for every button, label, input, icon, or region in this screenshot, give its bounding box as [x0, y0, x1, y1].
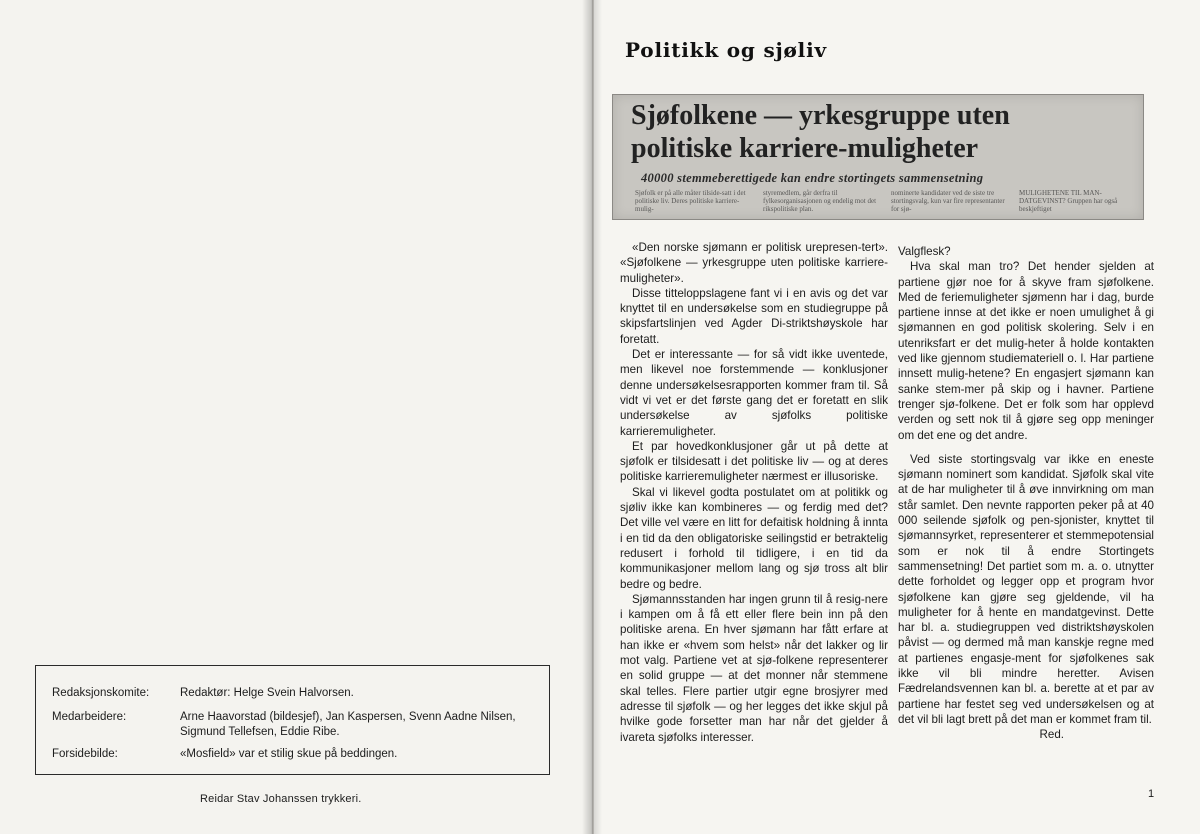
left-page: [0, 0, 592, 834]
page-number: 1: [1148, 788, 1155, 800]
credit-row-editorial: [52, 686, 541, 701]
credit-row-cover: [52, 747, 541, 762]
signature: Red.: [1039, 728, 1064, 742]
clipping-headline-line-1: Sjøfolkene — yrkesgruppe uten: [631, 100, 1010, 131]
paragraph: Skal vi likevel godta postulatet om at politikk og sjøliv ikke kan kombineres — og ferdig med det? Det ville vel være en litt for defaitisk holdning å innta i en tid da den obligatoriske seilingstid er betraktelig redusert i forhold til tidligere, i en tid da kommunikasjoner mellom lang og sjø tross alt blir bedre og bedre.: [620, 485, 888, 591]
credit-value: Redaktør: Helge Svein Halvorsen.: [180, 687, 354, 699]
printer-credit: Reidar Stav Johanssen trykkeri.: [200, 793, 362, 805]
paragraph: Det er interessante — for så vidt ikke uventede, men likevel noe forstemmende — konklusjoner denne undersøkelsesrapporten kommer fram til. Så vidt vi vet er det første gang det er foretatt en slik undersøkelse av sjøfolks politiske karrieremuligheter.: [620, 348, 888, 438]
credit-value: «Mosfield» var et stilig skue på beddingen.: [180, 748, 398, 760]
subheading: Valgflesk?: [898, 245, 951, 258]
paragraph: Hva skal man tro? Det hender sjelden at partiene gjør noe for å skyve fram sjøfolkene. Med de feriemuligheter sjømenn har i dag, burde partiene innse at det ikke er noen umulighet å gi sjømannen en god politisk skolering. Selv i en utenriksfart er det mulig-heter å holde kontakten ved like gjennom studiemateriell o. l. Har partiene innsett mulig-hetene? En engasjert sjømann kan sanke stem-mer på skip og i havner. Partiene trenger sjø-folkene. Det er folk som har opplevd verden og sett nok til å gjøre seg opp meninger om det ene og det andre.: [898, 260, 1154, 442]
credit-label: Redaksjonskomite:: [52, 687, 150, 699]
credit-value: Arne Haavorstad (bildesjef), Jan Kaspersen, Svenn Aadne Nilsen, Sigmund Tellefsen, Eddie Ribe.: [180, 711, 516, 738]
clipping-fragment: styremedlem, går derfra til fylkesorganisasjonen og endelig mot det rikspolitiske plan.: [763, 189, 877, 213]
section-title: Politikk og sjøliv: [625, 38, 827, 62]
credits-box: [35, 665, 550, 775]
paragraph: «Den norske sjømann er politisk urepresen-tert». «Sjøfolkene — yrkesgruppe uten politiske karriere-muligheter».: [620, 241, 888, 285]
page-gutter: [582, 0, 602, 834]
paragraph: Et par hovedkonklusjoner går ut på dette at sjøfolk er tilsidesatt i det politiske liv — og at deres politiske karrieremuligheter nærmest er illusoriske.: [620, 439, 888, 484]
paragraph: Disse titteloppslagene fant vi i en avis og det var knyttet til en undersøkelse som en studiegruppe på skipsfartslinjen ved Agder Di-striktshøyskole har foretatt.: [620, 286, 888, 346]
paragraph: Ved siste stortingsvalg var ikke en eneste sjømann nominert som kandidat. Sjøfolk skal vite at de har muligheter til å øve innvirkning om man står samlet. Den nevnte rapporten peker på at 40 000 seilende sjøfolk og pen-sjonister, knyttet til sjømannsyrket, representerer et stemmepotensial som er nok til å endre Stortingets sammensetning! Det partiet som m. a. o. utnytter dette forholdet og legger opp et program hvor sjøfolkene kan gjøre seg gjeldende, vil ha muligheter for å hente en mandatgevinst. Dette har bl. a. studiegruppen ved distriktshøyskolen påvist — og dermed må man kanskje regne med at partienes engasje-ment for sjøfolkenes sak ikke vil bli mindre heretter. Avisen Fædrelandsvennen kan bl. a. berette at et par av partiene har festet seg ved undersøkelsen og at det vil bli lagt brett på det man er kommet fram til.: [898, 452, 1154, 726]
clipping-fragment: Sjøfolk er på alle måter tilside-satt i det politiske liv. Deres politiske karriere-mulig-: [635, 189, 746, 213]
credit-row-contributors: [52, 710, 541, 740]
clipping-headline: [631, 99, 1010, 165]
credit-label: Medarbeidere:: [52, 711, 127, 723]
clipping-fragment: nominerte kandidater ved de siste tre stortingsvalg, kun var fire representanter for sjø-: [891, 189, 1005, 213]
article-column-1: [620, 240, 888, 745]
clipping-fragment: MULIGHETENE TIL MAN-DATGEVINST? Gruppen har også beskjeftiget: [1019, 189, 1118, 213]
newspaper-clipping: [612, 94, 1144, 220]
article-column-2: [898, 244, 1154, 743]
clipping-headline-line-2: politiske karriere-muligheter: [631, 133, 979, 164]
paragraph: Sjømannsstanden har ingen grunn til å resig-nere i kampen om å få ett eller flere bein inn på den politiske arena. En hver sjømann har fått erfare at han ikke er «hvem som helst» når det lakker og lir mot valg. Partiene vet at sjø-folkene representerer en solid gruppe — at det monner når stemmene skal telles. Flere partier utgir egne brosjyrer med adresse til sjøfolk — og her legges det ikke skjul på hvilke gode forsetter man har når det gjelder å ivareta sjøfolks interesser.: [620, 592, 888, 744]
credit-label: Forsidebilde:: [52, 748, 118, 760]
clipping-subheadline: 40000 stemmeberettigede kan endre stortingets sammensetning: [641, 171, 984, 185]
